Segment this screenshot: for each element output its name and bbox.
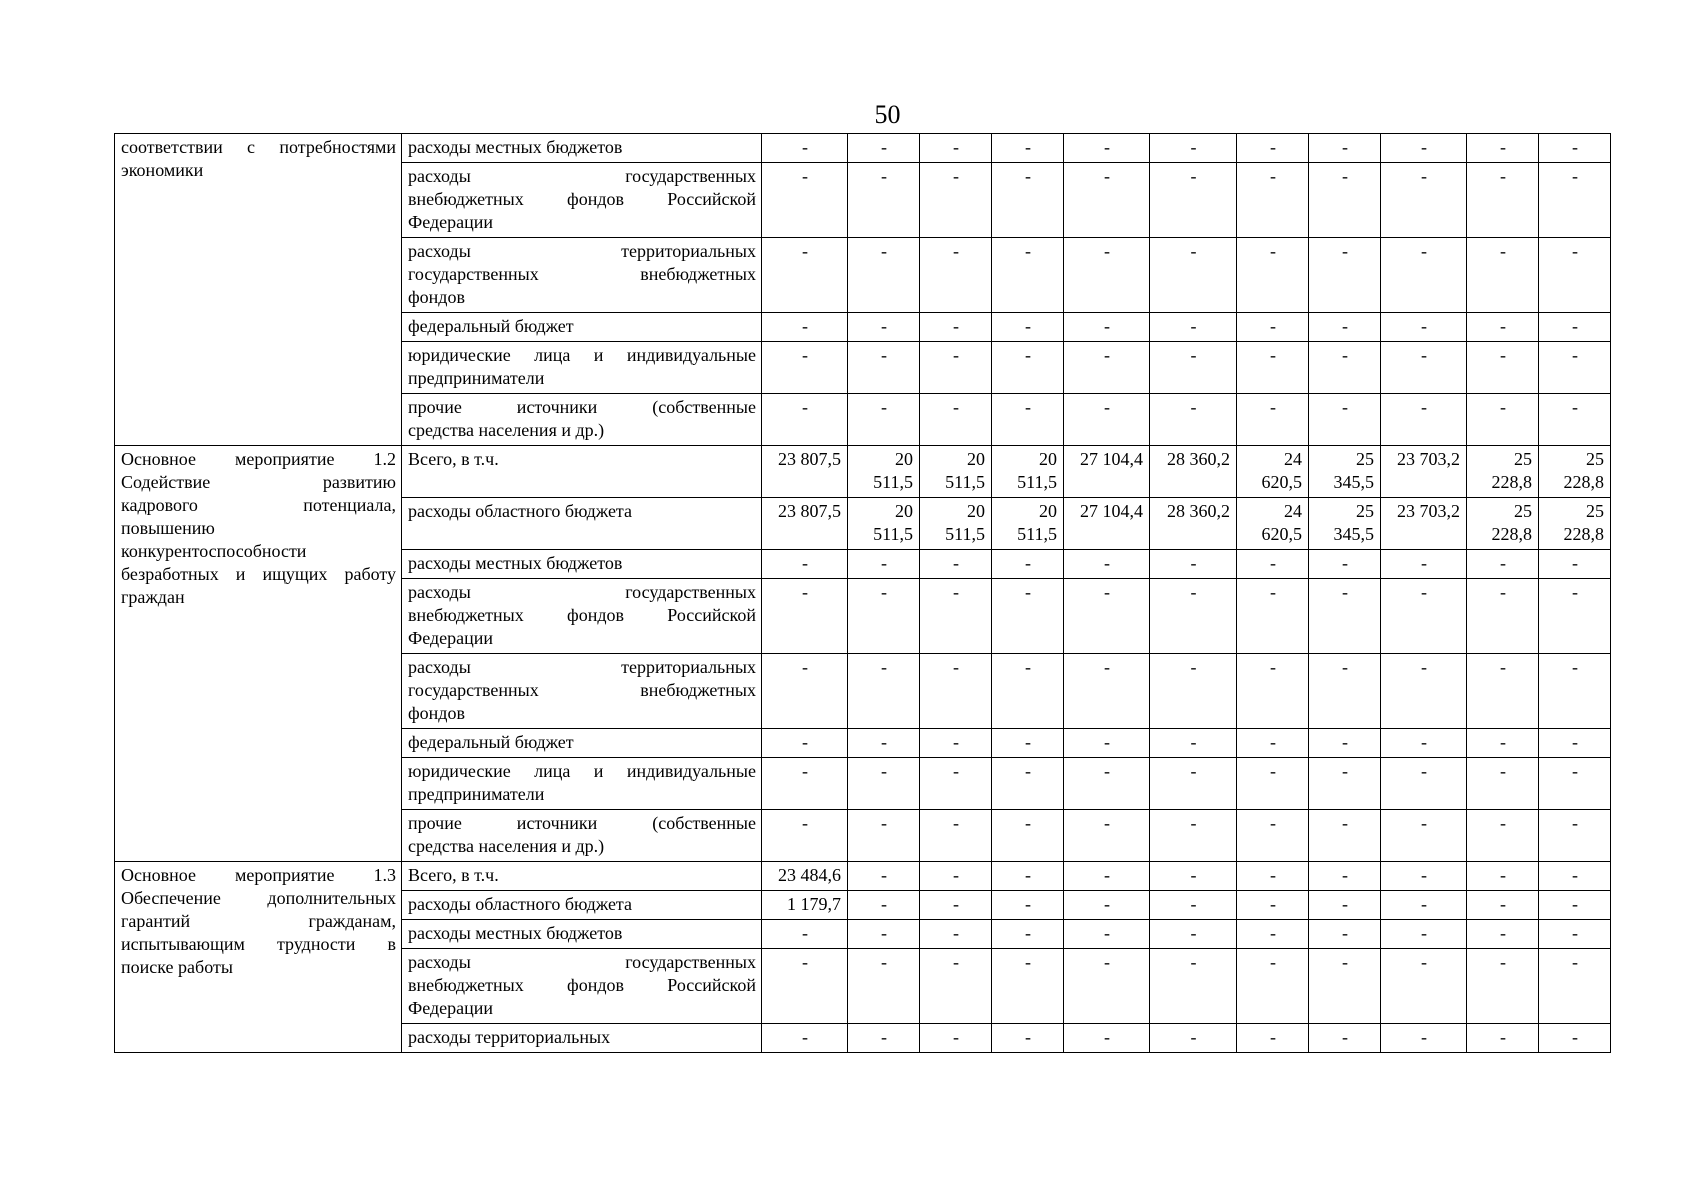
value-cell: - <box>1539 862 1611 891</box>
value-cell: - <box>1309 810 1381 862</box>
value-cell: 28 360,2 <box>1150 446 1237 498</box>
value-cell: - <box>1467 550 1539 579</box>
value-cell: - <box>992 134 1064 163</box>
value-cell: - <box>1064 758 1150 810</box>
value-cell: - <box>920 862 992 891</box>
value-cell: - <box>1150 810 1237 862</box>
value-cell: - <box>1539 949 1611 1024</box>
value-cell: - <box>1381 654 1467 729</box>
funding-source-text: расходы территориальных <box>408 657 756 677</box>
funding-source-text: предприниматели <box>408 368 545 388</box>
value-cell: - <box>1309 949 1381 1024</box>
funding-source-text: фондов <box>408 287 465 307</box>
budget-table <box>114 133 1611 1053</box>
activity-text: граждан <box>121 587 185 607</box>
funding-source-text: расходы местных бюджетов <box>408 553 623 573</box>
value-cell: - <box>1381 1024 1467 1053</box>
activity-cell <box>115 446 402 862</box>
activity-cell <box>115 862 402 1053</box>
funding-source-cell <box>402 313 762 342</box>
activity-text: безработных и ищущих работу <box>121 564 396 584</box>
value-cell: - <box>1150 313 1237 342</box>
value-cell: 25 228,8 <box>1467 498 1539 550</box>
value-cell: 25 345,5 <box>1309 498 1381 550</box>
value-cell: - <box>1467 920 1539 949</box>
value-cell: - <box>920 654 992 729</box>
value-cell: - <box>762 729 848 758</box>
value-cell: - <box>1150 729 1237 758</box>
value-cell: - <box>1309 758 1381 810</box>
value-cell: - <box>762 949 848 1024</box>
funding-source-text: внебюджетных фондов Российской <box>408 975 756 995</box>
value-cell: - <box>762 654 848 729</box>
funding-source-cell <box>402 238 762 313</box>
value-cell: - <box>1381 891 1467 920</box>
activity-text: повышению <box>121 518 215 538</box>
value-cell: - <box>1150 891 1237 920</box>
value-cell: - <box>1150 920 1237 949</box>
activity-text: конкурентоспособности <box>121 541 307 561</box>
value-cell: - <box>1064 810 1150 862</box>
value-cell: - <box>1064 550 1150 579</box>
value-cell: 20 511,5 <box>848 446 920 498</box>
value-cell: - <box>1309 579 1381 654</box>
value-cell: - <box>762 313 848 342</box>
value-cell: - <box>1237 862 1309 891</box>
value-cell: - <box>920 313 992 342</box>
value-cell: - <box>1150 163 1237 238</box>
value-cell: - <box>1309 862 1381 891</box>
value-cell: - <box>1309 550 1381 579</box>
value-cell: - <box>1539 238 1611 313</box>
value-cell: - <box>920 579 992 654</box>
funding-source-text: расходы государственных <box>408 166 756 186</box>
value-cell: - <box>1467 163 1539 238</box>
value-cell: - <box>1064 134 1150 163</box>
value-cell: 1 179,7 <box>762 891 848 920</box>
value-cell: - <box>1467 313 1539 342</box>
activity-text: соответствии с потребностями <box>121 137 396 157</box>
value-cell: - <box>920 729 992 758</box>
value-cell: - <box>1309 313 1381 342</box>
value-cell: 27 104,4 <box>1064 498 1150 550</box>
value-cell: - <box>848 920 920 949</box>
funding-source-text: государственных внебюджетных <box>408 680 756 700</box>
activity-text: испытывающим трудности в <box>121 934 396 954</box>
funding-source-text: юридические лица и индивидуальные <box>408 761 756 781</box>
value-cell: - <box>1539 810 1611 862</box>
value-cell: - <box>992 654 1064 729</box>
value-cell: - <box>920 134 992 163</box>
value-cell: - <box>762 342 848 394</box>
value-cell: - <box>992 758 1064 810</box>
value-cell: 20 511,5 <box>920 446 992 498</box>
value-cell: - <box>1309 1024 1381 1053</box>
value-cell: - <box>1381 810 1467 862</box>
value-cell: 20 511,5 <box>920 498 992 550</box>
activity-text: кадрового потенциала, <box>121 495 396 515</box>
value-cell: - <box>848 810 920 862</box>
value-cell: - <box>920 891 992 920</box>
value-cell: - <box>992 920 1064 949</box>
value-cell: - <box>1381 550 1467 579</box>
value-cell: - <box>1064 920 1150 949</box>
value-cell: - <box>1539 758 1611 810</box>
value-cell: - <box>762 163 848 238</box>
value-cell: - <box>920 550 992 579</box>
funding-source-text: федеральный бюджет <box>408 316 574 336</box>
value-cell: - <box>1150 654 1237 729</box>
value-cell: - <box>1064 579 1150 654</box>
value-cell: - <box>1150 579 1237 654</box>
value-cell: - <box>1237 920 1309 949</box>
value-cell: - <box>848 891 920 920</box>
value-cell: - <box>848 238 920 313</box>
value-cell: - <box>1381 729 1467 758</box>
value-cell: 20 511,5 <box>992 446 1064 498</box>
funding-source-cell <box>402 810 762 862</box>
value-cell: - <box>1150 342 1237 394</box>
value-cell: - <box>848 729 920 758</box>
value-cell: - <box>1064 949 1150 1024</box>
activity-text: Обеспечение дополнительных <box>121 888 396 908</box>
value-cell: 20 511,5 <box>848 498 920 550</box>
value-cell: - <box>848 313 920 342</box>
value-cell: - <box>1150 758 1237 810</box>
value-cell: - <box>1064 654 1150 729</box>
value-cell: - <box>1064 891 1150 920</box>
value-cell: - <box>848 654 920 729</box>
value-cell: - <box>1064 238 1150 313</box>
value-cell: - <box>1064 313 1150 342</box>
value-cell: - <box>1467 394 1539 446</box>
value-cell: - <box>1381 342 1467 394</box>
value-cell: - <box>1467 134 1539 163</box>
value-cell: 27 104,4 <box>1064 446 1150 498</box>
funding-source-text: расходы местных бюджетов <box>408 137 623 157</box>
funding-source-cell <box>402 550 762 579</box>
funding-source-text: внебюджетных фондов Российской <box>408 189 756 209</box>
value-cell: - <box>1381 949 1467 1024</box>
value-cell: - <box>1237 758 1309 810</box>
value-cell: - <box>848 134 920 163</box>
value-cell: - <box>920 163 992 238</box>
value-cell: - <box>1237 342 1309 394</box>
value-cell: - <box>1309 654 1381 729</box>
funding-source-text: Федерации <box>408 998 494 1018</box>
funding-source-cell <box>402 134 762 163</box>
value-cell: - <box>992 891 1064 920</box>
value-cell: - <box>992 550 1064 579</box>
table-row <box>115 862 1611 891</box>
value-cell: - <box>1237 163 1309 238</box>
value-cell: - <box>1237 579 1309 654</box>
value-cell: - <box>1539 729 1611 758</box>
value-cell: - <box>762 134 848 163</box>
value-cell: - <box>1064 163 1150 238</box>
funding-source-text: расходы областного бюджета <box>408 501 633 521</box>
table-row <box>115 446 1611 498</box>
activity-cell <box>115 134 402 446</box>
activity-text: поиске работы <box>121 957 233 977</box>
funding-source-text: Всего, в т.ч. <box>408 449 499 469</box>
value-cell: - <box>1237 949 1309 1024</box>
value-cell: - <box>762 1024 848 1053</box>
value-cell: - <box>1539 394 1611 446</box>
value-cell: - <box>1237 394 1309 446</box>
value-cell: - <box>1539 134 1611 163</box>
funding-source-text: расходы областного бюджета <box>408 894 633 914</box>
funding-source-text: расходы территориальных <box>408 241 756 261</box>
activity-text: Содействие развитию <box>121 472 396 492</box>
funding-source-cell <box>402 342 762 394</box>
value-cell: 23 703,2 <box>1381 498 1467 550</box>
value-cell: - <box>1381 163 1467 238</box>
value-cell: - <box>920 920 992 949</box>
value-cell: - <box>1467 810 1539 862</box>
value-cell: - <box>1064 394 1150 446</box>
funding-source-text: федеральный бюджет <box>408 732 574 752</box>
value-cell: 20 511,5 <box>992 498 1064 550</box>
value-cell: - <box>1467 1024 1539 1053</box>
value-cell: - <box>1309 238 1381 313</box>
value-cell: 23 807,5 <box>762 446 848 498</box>
value-cell: - <box>992 238 1064 313</box>
value-cell: - <box>920 810 992 862</box>
value-cell: - <box>848 1024 920 1053</box>
value-cell: 23 703,2 <box>1381 446 1467 498</box>
value-cell: - <box>1539 550 1611 579</box>
value-cell: - <box>992 1024 1064 1053</box>
value-cell: - <box>1309 891 1381 920</box>
value-cell: - <box>848 394 920 446</box>
value-cell: - <box>1150 1024 1237 1053</box>
value-cell: - <box>1467 579 1539 654</box>
value-cell: - <box>762 394 848 446</box>
value-cell: - <box>920 949 992 1024</box>
value-cell: - <box>1237 810 1309 862</box>
value-cell: - <box>1381 313 1467 342</box>
funding-source-text: расходы государственных <box>408 952 756 972</box>
value-cell: - <box>1467 342 1539 394</box>
value-cell: - <box>920 1024 992 1053</box>
value-cell: - <box>1150 238 1237 313</box>
value-cell: - <box>1539 654 1611 729</box>
value-cell: - <box>920 342 992 394</box>
value-cell: - <box>1381 394 1467 446</box>
value-cell: - <box>992 579 1064 654</box>
funding-source-text: расходы территориальных <box>408 1027 611 1047</box>
value-cell: - <box>762 550 848 579</box>
funding-source-cell <box>402 446 762 498</box>
value-cell: - <box>992 729 1064 758</box>
value-cell: - <box>992 313 1064 342</box>
funding-source-cell <box>402 729 762 758</box>
value-cell: 25 228,8 <box>1467 446 1539 498</box>
value-cell: - <box>848 163 920 238</box>
value-cell: 25 345,5 <box>1309 446 1381 498</box>
value-cell: - <box>762 920 848 949</box>
value-cell: - <box>992 810 1064 862</box>
funding-source-text: внебюджетных фондов Российской <box>408 605 756 625</box>
table-row <box>115 134 1611 163</box>
funding-source-cell <box>402 498 762 550</box>
value-cell: - <box>1237 313 1309 342</box>
value-cell: - <box>992 862 1064 891</box>
value-cell: - <box>1467 238 1539 313</box>
activity-text: гарантий гражданам, <box>121 911 396 931</box>
funding-source-text: прочие источники (собственные <box>408 397 756 417</box>
value-cell: 25 228,8 <box>1539 498 1611 550</box>
value-cell: - <box>848 862 920 891</box>
value-cell: - <box>1467 729 1539 758</box>
value-cell: 23 484,6 <box>762 862 848 891</box>
value-cell: - <box>920 238 992 313</box>
value-cell: - <box>1539 579 1611 654</box>
value-cell: - <box>1539 313 1611 342</box>
funding-source-cell <box>402 891 762 920</box>
value-cell: - <box>848 342 920 394</box>
funding-source-text: средства населения и др.) <box>408 836 605 856</box>
value-cell: - <box>1467 891 1539 920</box>
value-cell: - <box>1150 550 1237 579</box>
funding-source-cell <box>402 579 762 654</box>
value-cell: - <box>1381 758 1467 810</box>
value-cell: - <box>848 579 920 654</box>
value-cell: - <box>1467 654 1539 729</box>
funding-source-cell <box>402 1024 762 1053</box>
funding-source-text: Федерации <box>408 212 494 232</box>
value-cell: - <box>1150 394 1237 446</box>
value-cell: - <box>762 579 848 654</box>
value-cell: - <box>1150 862 1237 891</box>
value-cell: 23 807,5 <box>762 498 848 550</box>
value-cell: - <box>1381 862 1467 891</box>
funding-source-cell <box>402 862 762 891</box>
table-body <box>115 134 1611 1053</box>
funding-source-cell <box>402 394 762 446</box>
funding-source-cell <box>402 654 762 729</box>
value-cell: - <box>992 394 1064 446</box>
value-cell: - <box>992 163 1064 238</box>
value-cell: - <box>1309 920 1381 949</box>
value-cell: - <box>1539 920 1611 949</box>
value-cell: - <box>762 810 848 862</box>
funding-source-text: государственных внебюджетных <box>408 264 756 284</box>
value-cell: - <box>1237 1024 1309 1053</box>
value-cell: - <box>1467 758 1539 810</box>
value-cell: - <box>1467 862 1539 891</box>
value-cell: - <box>1309 342 1381 394</box>
value-cell: - <box>1064 1024 1150 1053</box>
funding-source-cell <box>402 758 762 810</box>
value-cell: - <box>1467 949 1539 1024</box>
funding-source-text: фондов <box>408 703 465 723</box>
value-cell: - <box>992 342 1064 394</box>
value-cell: - <box>1539 1024 1611 1053</box>
value-cell: - <box>1237 238 1309 313</box>
value-cell: 24 620,5 <box>1237 498 1309 550</box>
value-cell: - <box>1539 891 1611 920</box>
value-cell: 24 620,5 <box>1237 446 1309 498</box>
value-cell: - <box>1539 342 1611 394</box>
funding-source-text: Федерации <box>408 628 494 648</box>
funding-source-text: юридические лица и индивидуальные <box>408 345 756 365</box>
value-cell: - <box>848 758 920 810</box>
value-cell: - <box>1309 134 1381 163</box>
value-cell: - <box>992 949 1064 1024</box>
value-cell: - <box>1309 729 1381 758</box>
value-cell: 28 360,2 <box>1150 498 1237 550</box>
value-cell: - <box>848 949 920 1024</box>
value-cell: - <box>1381 920 1467 949</box>
value-cell: - <box>920 758 992 810</box>
funding-source-cell <box>402 163 762 238</box>
value-cell: - <box>762 758 848 810</box>
funding-source-text: Всего, в т.ч. <box>408 865 499 885</box>
value-cell: - <box>1237 550 1309 579</box>
funding-source-cell <box>402 949 762 1024</box>
activity-text: Основное мероприятие 1.3 <box>121 865 396 885</box>
value-cell: - <box>1539 163 1611 238</box>
value-cell: - <box>1064 729 1150 758</box>
value-cell: - <box>1064 342 1150 394</box>
value-cell: 25 228,8 <box>1539 446 1611 498</box>
page-number: 50 <box>874 100 901 129</box>
activity-text: экономики <box>121 160 204 180</box>
value-cell: - <box>1381 238 1467 313</box>
funding-source-text: прочие источники (собственные <box>408 813 756 833</box>
value-cell: - <box>1381 579 1467 654</box>
value-cell: - <box>1381 134 1467 163</box>
funding-source-text: расходы местных бюджетов <box>408 923 623 943</box>
value-cell: - <box>1150 949 1237 1024</box>
value-cell: - <box>1309 163 1381 238</box>
value-cell: - <box>1237 729 1309 758</box>
funding-source-text: предприниматели <box>408 784 545 804</box>
value-cell: - <box>1064 862 1150 891</box>
value-cell: - <box>1150 134 1237 163</box>
value-cell: - <box>1237 654 1309 729</box>
value-cell: - <box>920 394 992 446</box>
value-cell: - <box>1237 891 1309 920</box>
value-cell: - <box>762 238 848 313</box>
funding-source-text: расходы государственных <box>408 582 756 602</box>
value-cell: - <box>848 550 920 579</box>
activity-text: Основное мероприятие 1.2 <box>121 449 396 469</box>
value-cell: - <box>1237 134 1309 163</box>
funding-source-text: средства населения и др.) <box>408 420 605 440</box>
value-cell: - <box>1309 394 1381 446</box>
funding-source-cell <box>402 920 762 949</box>
